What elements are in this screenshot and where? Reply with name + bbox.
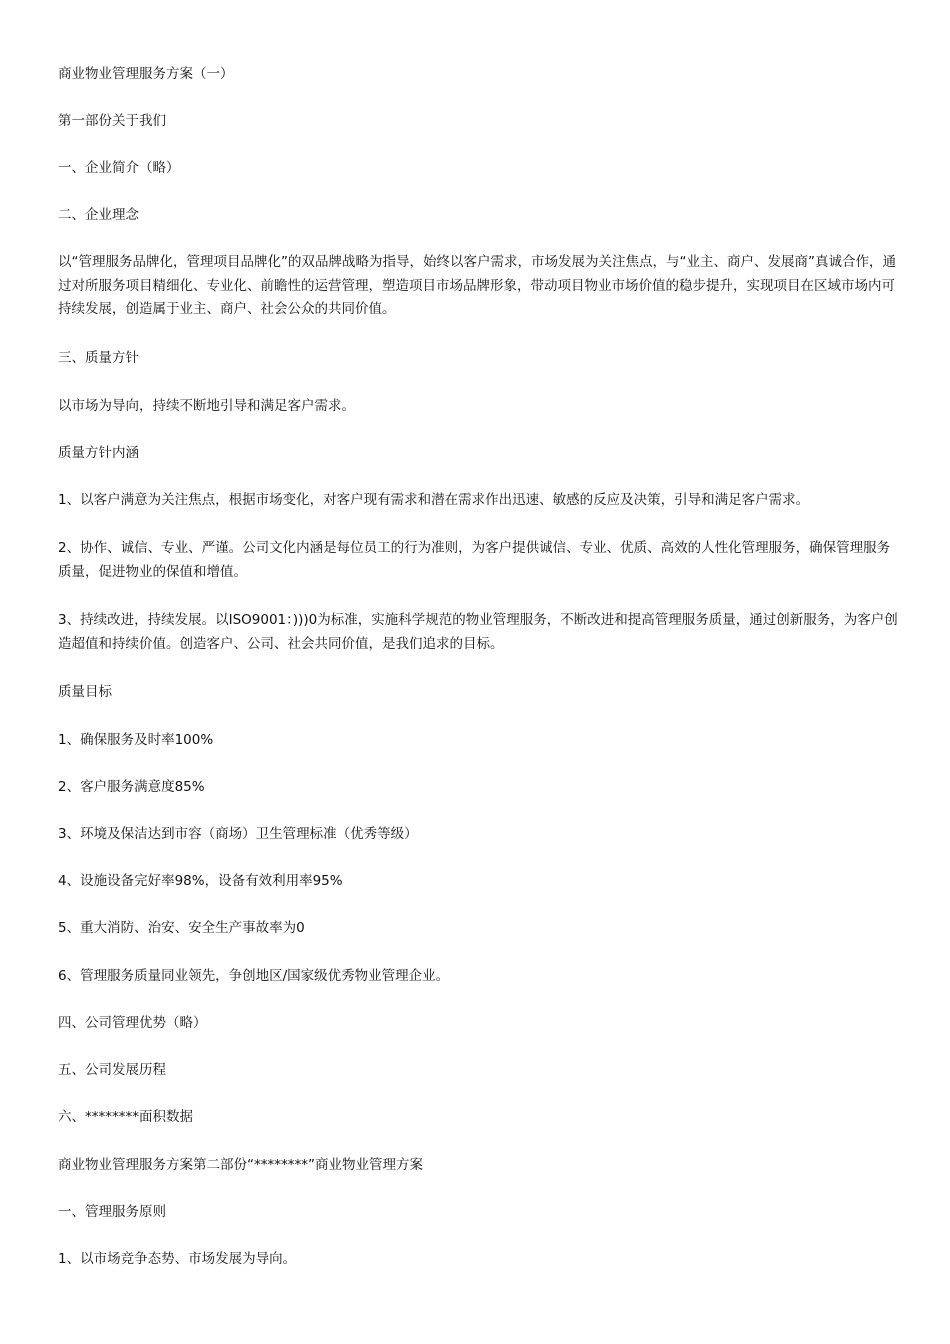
list-item: 2、协作、诚信、专业、严谨。公司文化内涵是每位员工的行为准则，为客户提供诚信、专业、优质、高效的人性化管理服务，确保管理服务质量，促进物业的保值和增值。 xyxy=(58,540,891,580)
list-item: 2、客户服务满意度85% xyxy=(58,779,205,795)
list-item: 6、管理服务质量同业领先，争创地区/国家级优秀物业管理企业。 xyxy=(58,968,450,984)
section-heading: 质量目标 xyxy=(58,684,112,700)
section-heading: 一、管理服务原则 xyxy=(58,1204,166,1220)
list-item: 1、以市场竞争态势、市场发展为导向。 xyxy=(58,1251,297,1267)
list-item: 5、重大消防、治安、安全生产事故率为0 xyxy=(58,920,305,936)
list-item: 3、环境及保洁达到市容（商场）卫生管理标准（优秀等级） xyxy=(58,826,418,842)
section-heading: 五、公司发展历程 xyxy=(58,1062,166,1078)
body-paragraph: 以市场为导向，持续不断地引导和满足客户需求。 xyxy=(58,398,355,414)
section-heading: 商业物业管理服务方案第二部份“********”商业物业管理方案 xyxy=(58,1157,423,1173)
list-item: 3、持续改进，持续发展。以ISO9001：)))0为标准，实施科学规范的物业管理服务，不断改进和提高管理服务质量，通过创新服务，为客户创造超值和持续价值。创造客户、公司、社会共同价值，是我们追求的目标。 xyxy=(58,612,898,652)
section-heading: 质量方针内涵 xyxy=(58,445,139,461)
section-heading: 第一部份关于我们 xyxy=(58,113,166,129)
section-heading: 四、公司管理优势（略） xyxy=(58,1015,207,1031)
list-item: 1、以客户满意为关注焦点，根据市场变化，对客户现有需求和潜在需求作出迅速、敏感的反应及决策，引导和满足客户需求。 xyxy=(58,492,810,508)
section-heading: 六、********面积数据 xyxy=(58,1109,193,1125)
section-heading: 二、企业理念 xyxy=(58,207,139,223)
section-heading: 一、企业简介（略） xyxy=(58,160,180,176)
section-heading: 三、质量方针 xyxy=(58,350,139,366)
list-item: 1、确保服务及时率100% xyxy=(58,732,214,748)
document-title: 商业物业管理服务方案（一） xyxy=(58,66,234,82)
body-paragraph: 以“管理服务品牌化，管理项目品牌化”的双品牌战略为指导，始终以客户需求，市场发展为关注焦点，与“业主、商户、发展商”真诚合作，通过对所服务项目精细化、专业化、前瞻性的运营管理，塑造项目市场品牌形象，带动项目物业市场价值的稳步提升，实现项目在区域市场内可持续发展，创造属于业主、商户、社会公众的共同价值。 xyxy=(58,254,896,317)
list-item: 4、设施设备完好率98%，设备有效利用率95% xyxy=(58,873,343,889)
